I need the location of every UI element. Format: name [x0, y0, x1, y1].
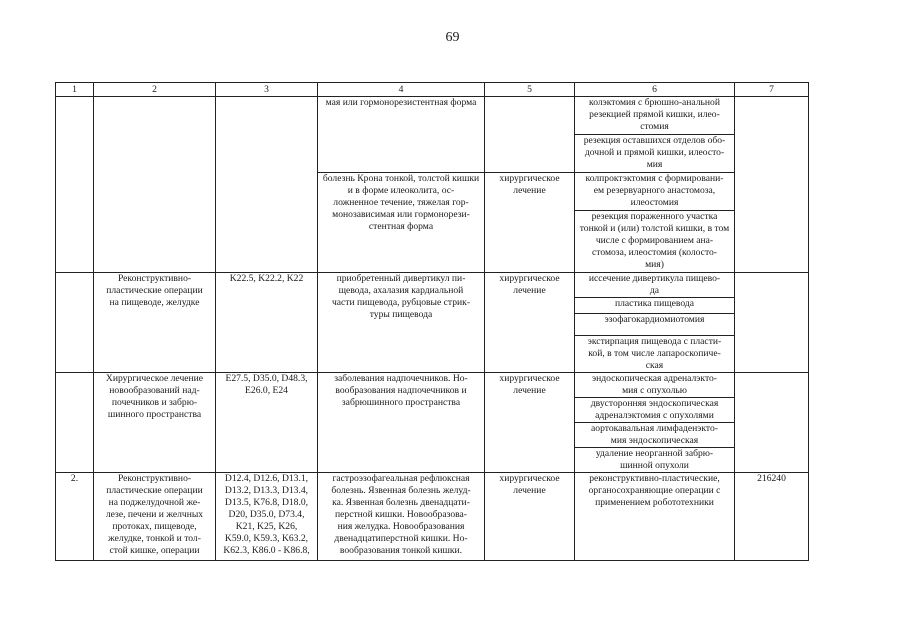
method-cell: эзофагокардиомиотомия: [575, 314, 735, 336]
method-cell: резекция оставшихся отделов обо- дочной и прямой кишки, илеосто- мия: [575, 135, 735, 173]
diagnosis-cell: заболевания надпочечников. Но- вообразования надпочечников и забрюшинного пространства: [318, 373, 485, 473]
header-cell: 1: [56, 83, 94, 97]
method-cell: экстирпация пищевода с пласти- кой, в том числе лапароскопиче- ская: [575, 336, 735, 373]
table-header-row: [56, 83, 809, 97]
method-cell: резекция пораженного участка тонкой и (или) толстой кишки, в том числе с формированием ана- стомоза, илеостомия (колосто- мия): [575, 211, 735, 273]
treatment-type-cell: [485, 97, 575, 173]
row-number-cell: [56, 373, 94, 473]
treatment-type-cell: хирургическое лечение: [485, 173, 575, 273]
cost-cell: 216240: [735, 473, 809, 561]
cost-cell: [735, 373, 809, 473]
diagnosis-cell: приобретенный дивертикул пи- щевода, ахалазия кардиальной части пищевода, рубцовые стрик- туры пищевода: [318, 273, 485, 373]
procedure-group-cell: Хирургическое лечение новообразований над- почечников и забрю- шинного пространства: [94, 373, 216, 473]
table-row: [56, 273, 809, 298]
header-cell: 7: [735, 83, 809, 97]
header-cell: 6: [575, 83, 735, 97]
row-number-cell: [56, 273, 94, 373]
method-cell: иссечение дивертикула пищево- да: [575, 273, 735, 298]
icd-codes-cell: K22.5, K22.2, K22: [216, 273, 318, 373]
method-cell: колпроктэктомия с формировани- ем резервуарного анастомоза, илеостомия: [575, 173, 735, 211]
method-cell: пластика пищевода: [575, 298, 735, 314]
page-number: 69: [445, 30, 460, 45]
procedure-group-cell: Реконструктивно- пластические операции на пищеводе, желудке: [94, 273, 216, 373]
method-cell: колэктомия с брюшно-анальной резекцией прямой кишки, илео- стомия: [575, 97, 735, 135]
icd-codes-cell: [216, 97, 318, 273]
procedure-group-cell: Реконструктивно- пластические операции на поджелудочной же- лезе, печени и желчных протоках, пищеводе, желудке, тонкой и тол- стой кишке, операции: [94, 473, 216, 561]
method-cell: эндоскопическая адреналэкто- мия с опухолью: [575, 373, 735, 398]
treatment-type-cell: хирургическое лечение: [485, 273, 575, 373]
procedure-group-cell: [94, 97, 216, 273]
header-cell: 4: [318, 83, 485, 97]
table-row: [56, 473, 809, 561]
method-cell: двусторонняя эндоскопическая адреналэктомия с опухолями: [575, 398, 735, 423]
cost-cell: [735, 97, 809, 273]
diagnosis-cell: мая или гормонорезистентная форма: [318, 97, 485, 173]
method-cell: реконструктивно-пластические, органосохраняющие операции с применением робототехники: [575, 473, 735, 561]
icd-codes-cell: D12.4, D12.6, D13.1, D13.2, D13.3, D13.4, D13.5, K76.8, D18.0, D20, D35.0, D73.4, K21, K25, K26, K59.0, K59.3, K63.2, K62.3, K86.0 - K86.8,: [216, 473, 318, 561]
row-number-cell: 2.: [56, 473, 94, 561]
row-number-cell: [56, 97, 94, 273]
header-cell: 3: [216, 83, 318, 97]
diagnosis-cell: гастроэзофагеальная рефлюксная болезнь. Язвенная болезнь желуд- ка. Язвенная болезнь двенадцати- перстной кишки. Новообразова- ния желудка. Новообразования двенадцатиперстной кишки. Но- вообразования тонкой кишки.: [318, 473, 485, 561]
method-cell: аортокавальная лимфаденэкто- мия эндоскопическая: [575, 423, 735, 448]
icd-codes-cell: E27.5, D35.0, D48.3, E26.0, E24: [216, 373, 318, 473]
header-cell: 5: [485, 83, 575, 97]
header-cell: 2: [94, 83, 216, 97]
treatment-type-cell: хирургическое лечение: [485, 373, 575, 473]
treatment-type-cell: хирургическое лечение: [485, 473, 575, 561]
table-row: [56, 373, 809, 398]
diagnosis-cell: болезнь Крона тонкой, толстой кишки и в форме илеоколита, ос- ложненное течение, тяжелая гор- монозависимая или гормонорези- стентная форма: [318, 173, 485, 273]
table-row: [56, 97, 809, 135]
cost-cell: [735, 273, 809, 373]
method-cell: удаление неорганной забрю- шинной опухоли: [575, 448, 735, 473]
medical-procedures-table: [55, 82, 809, 561]
